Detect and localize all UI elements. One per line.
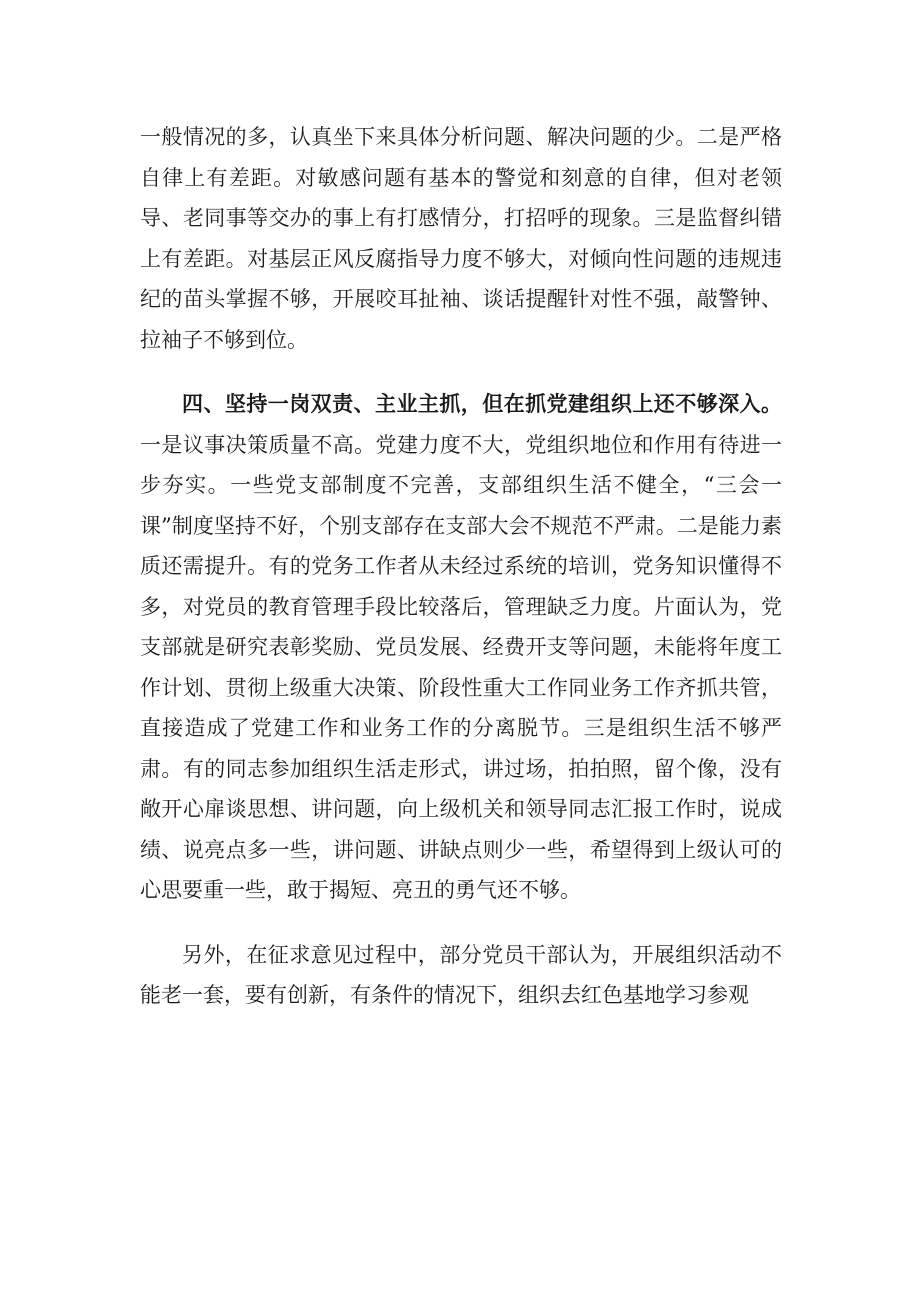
- document-body: [140, 117, 782, 1016]
- paragraph-gap: [140, 911, 782, 935]
- paragraph-self-discipline: 一般情况的多，认真坐下来具体分析问题、解决问题的少。二是严格自律上有差距。对敏感问题有基本的警觉和刻意的自律，但对老领导、老同事等交办的事上有打感情分，打招呼的现象。三是监督纠错上有差距。对基层正风反腐指导力度不够大，对倾向性问题的违规违纪的苗头掌握不够，开展咬耳扯袖、谈话提醒针对性不强，敲警钟、拉袖子不够到位。: [140, 125, 782, 352]
- section-4-heading: 四、坚持一岗双责、主业主抓，但在抓党建组织上还不够深入。: [182, 391, 782, 416]
- paragraph-section-4: [140, 384, 782, 911]
- paragraph-gap: [140, 360, 782, 384]
- paragraph-other-opinions: 另外，在征求意见过程中，部分党员干部认为，开展组织活动不能老一套，要有创新，有条件的情况下，组织去红色基地学习参观: [140, 942, 782, 1007]
- section-4-body: 一是议事决策质量不高。党建力度不大，党组织地位和作用有待进一步夯实。一些党支部制度不完善，支部组织生活不健全，“三会一课”制度坚持不好，个别支部存在支部大会不规范不严肃。二是能力素质还需提升。有的党务工作者从未经过系统的培训，党务知识懂得不多，对党员的教育管理手段比较落后，管理缺乏力度。片面认为，党支部就是研究表彰奖励、党员发展、经费开支等问题，未能将年度工作计划、贯彻上级重大决策、阶段性重大工作同业务工作齐抓共管，直接造成了党建工作和业务工作的分离脱节。三是组织生活不够严肃。有的同志参加组织生活走形式，讲过场，拍拍照，留个像，没有敞开心扉谈思想、讲问题，向上级机关和领导同志汇报工作时，说成绩、说亮点多一些，讲问题、讲缺点则少一些，希望得到上级认可的心思要重一些，敢于揭短、亮丑的勇气还不够。: [140, 432, 782, 902]
